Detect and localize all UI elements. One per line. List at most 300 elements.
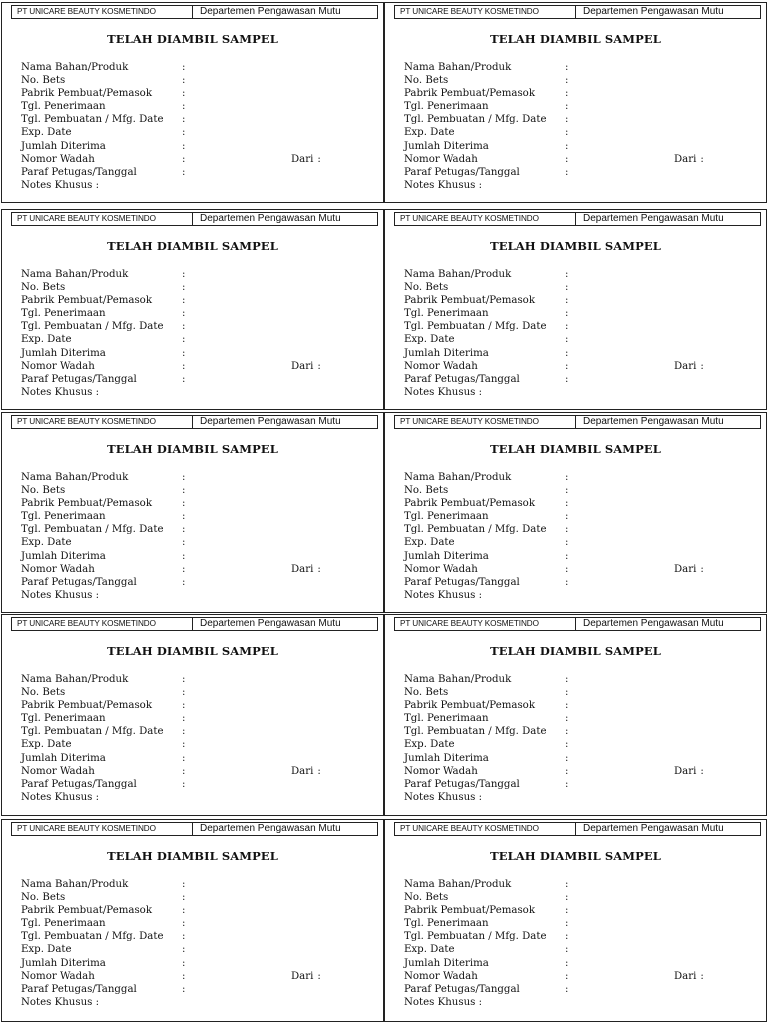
- field-label: Exp. Date: [404, 739, 455, 751]
- field-colon: :: [182, 498, 186, 510]
- field-label: Jumlah Diterima: [21, 347, 106, 359]
- field-row: [21, 484, 361, 497]
- field-label: Exp. Date: [21, 127, 72, 139]
- field-row: [404, 778, 744, 791]
- field-colon: :: [565, 752, 569, 764]
- field-label: Nama Bahan/Produk: [21, 472, 129, 483]
- field-row: [21, 686, 361, 699]
- label-title: TELAH DIAMBIL SAMPEL: [490, 239, 661, 253]
- sample-label-card: [384, 614, 767, 816]
- label-header: [394, 5, 761, 19]
- company-name: PT UNICARE BEAUTY KOSMETINDO: [12, 618, 193, 630]
- field-label: Exp. Date: [404, 334, 455, 346]
- field-colon: :: [565, 550, 569, 562]
- field-colon: :: [565, 687, 569, 699]
- field-colon: :: [565, 726, 569, 738]
- field-row: [404, 563, 744, 576]
- field-label: No. Bets: [404, 75, 449, 87]
- field-row: [21, 752, 361, 765]
- field-colon: :: [182, 918, 186, 930]
- field-colon: :: [565, 140, 569, 152]
- field-row: [21, 996, 361, 1009]
- field-row: [21, 179, 361, 192]
- field-row: [21, 725, 361, 738]
- field-colon: :: [182, 892, 186, 904]
- department-name: Departemen Pengawasan Mutu: [583, 618, 724, 629]
- field-row: [21, 360, 361, 373]
- field-label: Tgl. Penerimaan: [404, 918, 489, 930]
- field-label: Nama Bahan/Produk: [404, 472, 512, 483]
- sample-label-card: [1, 412, 384, 613]
- field-row: [21, 153, 361, 166]
- field-list: [404, 673, 744, 804]
- field-label: Notes Khusus :: [404, 589, 483, 601]
- department-name: Departemen Pengawasan Mutu: [200, 213, 341, 224]
- field-label: Pabrik Pembuat/Pemasok: [21, 295, 152, 307]
- field-colon: :: [182, 739, 186, 751]
- field-colon: :: [565, 269, 569, 280]
- field-colon: :: [182, 166, 186, 178]
- field-row: [21, 74, 361, 87]
- field-label: Nomor Wadah: [404, 970, 478, 982]
- company-name: PT UNICARE BEAUTY KOSMETINDO: [395, 823, 576, 835]
- field-row: [404, 126, 744, 139]
- field-row: [404, 268, 744, 281]
- field-colon: :: [182, 905, 186, 917]
- field-label: Nomor Wadah: [404, 153, 478, 165]
- field-label: Nomor Wadah: [21, 360, 95, 372]
- field-label: Paraf Petugas/Tanggal: [21, 166, 137, 178]
- field-row: [21, 87, 361, 100]
- field-row: [404, 765, 744, 778]
- field-colon: :: [565, 765, 569, 777]
- dari-text: Dari: [291, 360, 314, 372]
- field-label: Paraf Petugas/Tanggal: [21, 983, 137, 995]
- field-row: [21, 536, 361, 549]
- field-colon: :: [182, 114, 186, 126]
- field-colon: :: [182, 537, 186, 549]
- field-row: [404, 74, 744, 87]
- field-colon: :: [565, 739, 569, 751]
- field-label: Jumlah Diterima: [404, 550, 489, 562]
- dari-colon: :: [700, 153, 704, 165]
- field-label: Pabrik Pembuat/Pemasok: [404, 295, 535, 307]
- field-colon: :: [182, 153, 186, 165]
- field-colon: :: [565, 373, 569, 385]
- field-row: [404, 471, 744, 484]
- field-colon: :: [182, 88, 186, 100]
- company-name: PT UNICARE BEAUTY KOSMETINDO: [395, 416, 576, 428]
- sample-label-card: [1, 614, 384, 816]
- dari-colon: :: [317, 563, 321, 575]
- field-colon: :: [182, 472, 186, 483]
- dari-label: [291, 765, 321, 778]
- field-label: Exp. Date: [21, 944, 72, 956]
- field-row: [21, 268, 361, 281]
- field-label: Pabrik Pembuat/Pemasok: [404, 700, 535, 712]
- field-label: Nomor Wadah: [21, 563, 95, 575]
- field-label: Jumlah Diterima: [21, 550, 106, 562]
- field-colon: :: [565, 75, 569, 87]
- field-label: Exp. Date: [404, 944, 455, 956]
- field-label: Nama Bahan/Produk: [404, 269, 512, 280]
- field-label: Tgl. Pembuatan / Mfg. Date: [404, 321, 547, 333]
- field-colon: :: [182, 752, 186, 764]
- field-row: [21, 61, 361, 74]
- company-name: PT UNICARE BEAUTY KOSMETINDO: [12, 213, 193, 225]
- field-label: Nomor Wadah: [404, 563, 478, 575]
- dari-text: Dari: [674, 970, 697, 982]
- field-label: Exp. Date: [21, 537, 72, 549]
- field-label: No. Bets: [404, 282, 449, 294]
- field-colon: :: [565, 472, 569, 483]
- field-row: [404, 360, 744, 373]
- field-row: [21, 333, 361, 346]
- field-label: Tgl. Pembuatan / Mfg. Date: [21, 114, 164, 126]
- field-label: Exp. Date: [404, 127, 455, 139]
- field-row: [21, 943, 361, 956]
- field-label: Nama Bahan/Produk: [21, 62, 129, 73]
- label-title: TELAH DIAMBIL SAMPEL: [490, 442, 661, 456]
- label-header: [394, 822, 761, 836]
- field-label: Nama Bahan/Produk: [404, 62, 512, 73]
- dari-label: [674, 765, 704, 778]
- field-label: Nomor Wadah: [404, 765, 478, 777]
- field-colon: :: [565, 334, 569, 346]
- field-row: [404, 917, 744, 930]
- sample-label-card: [384, 412, 767, 613]
- field-label: Nama Bahan/Produk: [404, 674, 512, 685]
- field-label: Tgl. Pembuatan / Mfg. Date: [21, 321, 164, 333]
- field-label: Tgl. Penerimaan: [404, 101, 489, 113]
- field-row: [404, 307, 744, 320]
- field-label: Notes Khusus :: [21, 996, 100, 1008]
- field-row: [21, 281, 361, 294]
- field-row: [404, 699, 744, 712]
- field-list: [21, 268, 361, 399]
- field-row: [21, 904, 361, 917]
- label-header: [11, 212, 378, 226]
- field-label: Paraf Petugas/Tanggal: [21, 576, 137, 588]
- field-row: [404, 536, 744, 549]
- label-header: [11, 617, 378, 631]
- sample-label-card: [384, 2, 767, 203]
- field-colon: :: [565, 153, 569, 165]
- field-row: [404, 333, 744, 346]
- label-title: TELAH DIAMBIL SAMPEL: [490, 849, 661, 863]
- field-colon: :: [565, 88, 569, 100]
- department-name: Departemen Pengawasan Mutu: [200, 823, 341, 834]
- field-row: [21, 320, 361, 333]
- field-row: [21, 930, 361, 943]
- field-row: [21, 510, 361, 523]
- field-label: Tgl. Pembuatan / Mfg. Date: [21, 931, 164, 943]
- field-label: Notes Khusus :: [21, 386, 100, 398]
- sample-label-card: [1, 2, 384, 203]
- field-row: [21, 523, 361, 536]
- field-row: [404, 294, 744, 307]
- dari-text: Dari: [674, 765, 697, 777]
- field-label: Paraf Petugas/Tanggal: [404, 576, 520, 588]
- sample-label-card: [384, 819, 767, 1022]
- field-row: [404, 752, 744, 765]
- field-colon: :: [182, 295, 186, 307]
- dari-colon: :: [700, 765, 704, 777]
- field-label: No. Bets: [21, 282, 66, 294]
- field-colon: :: [565, 127, 569, 139]
- field-label: Nama Bahan/Produk: [21, 674, 129, 685]
- field-label: Pabrik Pembuat/Pemasok: [21, 905, 152, 917]
- field-row: [21, 699, 361, 712]
- field-label: Tgl. Pembuatan / Mfg. Date: [404, 726, 547, 738]
- label-title: TELAH DIAMBIL SAMPEL: [490, 32, 661, 46]
- dari-text: Dari: [674, 153, 697, 165]
- field-colon: :: [565, 62, 569, 73]
- field-row: [21, 140, 361, 153]
- field-list: [404, 471, 744, 602]
- field-colon: :: [182, 879, 186, 890]
- label-header: [394, 212, 761, 226]
- field-label: Jumlah Diterima: [404, 752, 489, 764]
- field-row: [404, 878, 744, 891]
- field-label: Tgl. Penerimaan: [21, 308, 106, 320]
- field-colon: :: [565, 713, 569, 725]
- field-label: Notes Khusus :: [21, 179, 100, 191]
- field-row: [404, 930, 744, 943]
- field-label: Nama Bahan/Produk: [21, 879, 129, 890]
- field-colon: :: [182, 726, 186, 738]
- field-colon: :: [182, 687, 186, 699]
- field-label: Notes Khusus :: [404, 791, 483, 803]
- field-colon: :: [565, 321, 569, 333]
- dari-label: [674, 153, 704, 166]
- field-list: [21, 471, 361, 602]
- field-label: Tgl. Penerimaan: [21, 918, 106, 930]
- field-row: [21, 294, 361, 307]
- dari-colon: :: [317, 153, 321, 165]
- field-colon: :: [565, 308, 569, 320]
- field-colon: :: [565, 931, 569, 943]
- field-row: [404, 686, 744, 699]
- field-label: Pabrik Pembuat/Pemasok: [404, 905, 535, 917]
- field-label: Notes Khusus :: [404, 386, 483, 398]
- field-row: [404, 712, 744, 725]
- field-row: [21, 957, 361, 970]
- dari-text: Dari: [291, 970, 314, 982]
- field-label: No. Bets: [21, 75, 66, 87]
- field-row: [21, 100, 361, 113]
- dari-label: [291, 970, 321, 983]
- field-colon: :: [182, 75, 186, 87]
- field-row: [404, 373, 744, 386]
- field-row: [404, 386, 744, 399]
- field-label: Paraf Petugas/Tanggal: [404, 373, 520, 385]
- company-name: PT UNICARE BEAUTY KOSMETINDO: [12, 823, 193, 835]
- field-colon: :: [182, 360, 186, 372]
- field-row: [21, 576, 361, 589]
- field-colon: :: [182, 983, 186, 995]
- field-row: [404, 140, 744, 153]
- field-label: Tgl. Pembuatan / Mfg. Date: [21, 726, 164, 738]
- field-row: [21, 113, 361, 126]
- field-label: Tgl. Penerimaan: [404, 308, 489, 320]
- field-row: [404, 497, 744, 510]
- label-title: TELAH DIAMBIL SAMPEL: [107, 239, 278, 253]
- field-label: No. Bets: [404, 485, 449, 497]
- field-label: Paraf Petugas/Tanggal: [21, 778, 137, 790]
- field-row: [404, 61, 744, 74]
- field-colon: :: [182, 308, 186, 320]
- field-label: Notes Khusus :: [21, 791, 100, 803]
- department-name: Departemen Pengawasan Mutu: [583, 416, 724, 427]
- field-label: Jumlah Diterima: [404, 347, 489, 359]
- field-row: [21, 126, 361, 139]
- field-colon: :: [182, 321, 186, 333]
- sample-label-card: [1, 209, 384, 410]
- field-label: Exp. Date: [21, 334, 72, 346]
- field-list: [21, 673, 361, 804]
- field-row: [21, 765, 361, 778]
- field-colon: :: [565, 537, 569, 549]
- field-colon: :: [182, 576, 186, 588]
- field-colon: :: [565, 700, 569, 712]
- field-label: Notes Khusus :: [21, 589, 100, 601]
- department-name: Departemen Pengawasan Mutu: [583, 6, 724, 17]
- label-title: TELAH DIAMBIL SAMPEL: [107, 644, 278, 658]
- field-list: [404, 61, 744, 192]
- field-row: [404, 791, 744, 804]
- dari-label: [674, 360, 704, 373]
- dari-colon: :: [700, 970, 704, 982]
- field-colon: :: [565, 295, 569, 307]
- field-row: [404, 179, 744, 192]
- field-colon: :: [182, 127, 186, 139]
- field-colon: :: [565, 101, 569, 113]
- field-label: Jumlah Diterima: [404, 140, 489, 152]
- dari-label: [291, 153, 321, 166]
- field-colon: :: [182, 931, 186, 943]
- company-name: PT UNICARE BEAUTY KOSMETINDO: [12, 6, 193, 18]
- field-label: Tgl. Penerimaan: [21, 101, 106, 113]
- field-colon: :: [565, 360, 569, 372]
- field-row: [21, 307, 361, 320]
- field-label: Pabrik Pembuat/Pemasok: [21, 498, 152, 510]
- label-header: [11, 822, 378, 836]
- field-label: No. Bets: [404, 892, 449, 904]
- department-name: Departemen Pengawasan Mutu: [200, 618, 341, 629]
- field-label: Tgl. Pembuatan / Mfg. Date: [404, 524, 547, 536]
- field-label: Notes Khusus :: [404, 996, 483, 1008]
- field-label: Pabrik Pembuat/Pemasok: [21, 88, 152, 100]
- field-label: No. Bets: [21, 892, 66, 904]
- dari-text: Dari: [674, 360, 697, 372]
- field-label: Jumlah Diterima: [21, 752, 106, 764]
- field-colon: :: [565, 905, 569, 917]
- field-colon: :: [182, 347, 186, 359]
- field-row: [404, 576, 744, 589]
- field-colon: :: [565, 944, 569, 956]
- field-colon: :: [565, 498, 569, 510]
- field-colon: :: [565, 166, 569, 178]
- field-label: No. Bets: [21, 687, 66, 699]
- field-label: Jumlah Diterima: [404, 957, 489, 969]
- field-row: [404, 983, 744, 996]
- field-row: [21, 970, 361, 983]
- sample-label-card: [384, 209, 767, 410]
- field-row: [21, 878, 361, 891]
- dari-colon: :: [700, 563, 704, 575]
- field-row: [404, 891, 744, 904]
- dari-colon: :: [317, 765, 321, 777]
- company-name: PT UNICARE BEAUTY KOSMETINDO: [395, 6, 576, 18]
- field-colon: :: [182, 550, 186, 562]
- field-row: [404, 904, 744, 917]
- field-row: [404, 281, 744, 294]
- field-colon: :: [182, 62, 186, 73]
- dari-colon: :: [317, 360, 321, 372]
- dari-text: Dari: [674, 563, 697, 575]
- field-row: [404, 100, 744, 113]
- department-name: Departemen Pengawasan Mutu: [200, 6, 341, 17]
- field-colon: :: [565, 511, 569, 523]
- field-colon: :: [182, 944, 186, 956]
- label-header: [394, 415, 761, 429]
- field-label: Jumlah Diterima: [21, 957, 106, 969]
- dari-label: [291, 360, 321, 373]
- dari-text: Dari: [291, 765, 314, 777]
- field-label: Paraf Petugas/Tanggal: [404, 983, 520, 995]
- field-row: [404, 970, 744, 983]
- label-title: TELAH DIAMBIL SAMPEL: [107, 442, 278, 456]
- field-colon: :: [565, 918, 569, 930]
- field-row: [21, 471, 361, 484]
- field-colon: :: [565, 983, 569, 995]
- field-list: [21, 61, 361, 192]
- field-row: [404, 738, 744, 751]
- field-row: [404, 113, 744, 126]
- field-colon: :: [565, 485, 569, 497]
- field-row: [404, 673, 744, 686]
- field-row: [21, 386, 361, 399]
- field-colon: :: [565, 957, 569, 969]
- label-title: TELAH DIAMBIL SAMPEL: [107, 32, 278, 46]
- field-row: [404, 347, 744, 360]
- department-name: Departemen Pengawasan Mutu: [583, 213, 724, 224]
- field-colon: :: [182, 140, 186, 152]
- field-row: [21, 373, 361, 386]
- sample-label-card: [1, 819, 384, 1022]
- field-row: [21, 983, 361, 996]
- field-list: [404, 268, 744, 399]
- field-label: Paraf Petugas/Tanggal: [404, 778, 520, 790]
- field-colon: :: [565, 282, 569, 294]
- field-label: Exp. Date: [21, 739, 72, 751]
- field-label: Jumlah Diterima: [21, 140, 106, 152]
- field-label: Notes Khusus :: [404, 179, 483, 191]
- field-row: [21, 166, 361, 179]
- field-colon: :: [182, 485, 186, 497]
- field-label: Nama Bahan/Produk: [404, 879, 512, 890]
- field-colon: :: [182, 957, 186, 969]
- label-header: [11, 5, 378, 19]
- field-label: Tgl. Penerimaan: [21, 511, 106, 523]
- company-name: PT UNICARE BEAUTY KOSMETINDO: [395, 618, 576, 630]
- field-colon: :: [182, 700, 186, 712]
- field-label: Nomor Wadah: [21, 153, 95, 165]
- field-row: [21, 917, 361, 930]
- field-label: Paraf Petugas/Tanggal: [404, 166, 520, 178]
- dari-colon: :: [317, 970, 321, 982]
